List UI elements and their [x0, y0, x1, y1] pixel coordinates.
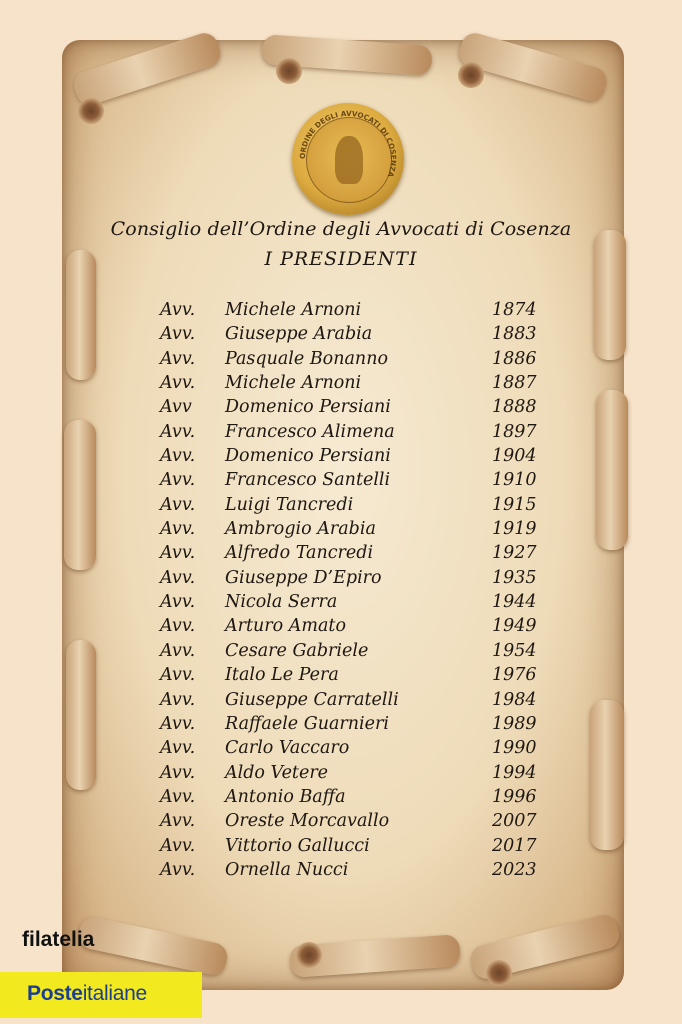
president-year: 1887	[492, 373, 537, 394]
president-prefix: Avv.	[160, 713, 196, 734]
president-prefix: Avv.	[160, 567, 196, 588]
seal-text-ring	[292, 103, 404, 215]
document-title: Consiglio dell’Ordine degli Avvocati di Cosenza	[110, 218, 572, 240]
president-prefix: Avv.	[160, 786, 196, 807]
president-name: Oreste Morcavallo	[225, 811, 390, 832]
president-year: 1976	[492, 665, 537, 686]
president-name: Domenico Persiani	[225, 446, 391, 467]
president-name: Arturo Amato	[225, 616, 347, 637]
document-subtitle: I PRESIDENTI	[264, 248, 418, 270]
president-row	[0, 811, 682, 835]
president-name: Domenico Persiani	[225, 397, 391, 418]
president-prefix: Avv.	[160, 470, 196, 491]
president-row	[0, 568, 682, 592]
president-row	[0, 714, 682, 738]
president-row	[0, 349, 682, 373]
president-prefix: Avv.	[160, 592, 196, 613]
president-row	[0, 787, 682, 811]
president-row	[0, 397, 682, 421]
president-year: 1897	[492, 421, 537, 442]
president-name: Antonio Baffa	[225, 786, 346, 807]
president-prefix: Avv.	[160, 300, 196, 320]
president-row	[0, 470, 682, 494]
scroll-curl-end	[296, 942, 322, 968]
president-year: 1915	[492, 494, 537, 515]
president-name: Carlo Vaccaro	[225, 738, 350, 759]
president-row	[0, 422, 682, 446]
scroll-curl-end	[458, 62, 484, 88]
president-row	[0, 690, 682, 714]
seal-text: ORDINE DEGLI AVVOCATI DI COSENZA	[297, 108, 399, 179]
president-year: 1994	[492, 762, 537, 783]
president-name: Ambrogio Arabia	[225, 519, 376, 540]
president-name: Giuseppe Arabia	[225, 324, 373, 345]
president-year: 1989	[492, 713, 537, 734]
president-name: Francesco Santelli	[225, 470, 391, 491]
president-prefix: Avv.	[160, 738, 196, 759]
president-name: Aldo Vetere	[225, 762, 329, 783]
president-year: 1990	[492, 738, 537, 759]
president-row	[0, 446, 682, 470]
president-row	[0, 763, 682, 787]
president-row	[0, 324, 682, 348]
president-name: Luigi Tancredi	[225, 494, 354, 515]
president-prefix: Avv	[160, 397, 192, 418]
president-row	[0, 836, 682, 860]
president-row	[0, 738, 682, 762]
president-year: 1888	[492, 397, 537, 418]
president-year: 2007	[492, 811, 537, 832]
president-prefix: Avv.	[160, 762, 196, 783]
logo-regular-text: italiane	[82, 982, 147, 1005]
president-prefix: Avv.	[160, 835, 196, 856]
president-row	[0, 495, 682, 519]
president-year: 1904	[492, 446, 537, 467]
president-name: Raffaele Guarnieri	[225, 713, 389, 734]
president-row	[0, 543, 682, 567]
president-year: 1874	[492, 300, 537, 320]
president-name: Francesco Alimena	[225, 421, 395, 442]
president-year: 1996	[492, 786, 537, 807]
president-year: 1883	[492, 324, 537, 345]
president-year: 2017	[492, 835, 537, 856]
filatelia-caption: filatelia	[22, 928, 95, 951]
president-year: 1954	[492, 640, 537, 661]
president-name: Ornella Nucci	[225, 859, 349, 880]
president-name: Michele Arnoni	[225, 373, 362, 394]
president-prefix: Avv.	[160, 494, 196, 515]
president-year: 1949	[492, 616, 537, 637]
president-name: Alfredo Tancredi	[225, 543, 374, 564]
svg-text:ORDINE DEGLI AVVOCATI DI COSEN	[298, 109, 398, 179]
president-year: 1984	[492, 689, 537, 710]
president-row	[0, 373, 682, 397]
president-year: 1944	[492, 592, 537, 613]
scroll-curl-end	[276, 58, 302, 84]
president-row	[0, 860, 682, 884]
president-prefix: Avv.	[160, 616, 196, 637]
president-name: Italo Le Pera	[225, 665, 339, 686]
president-prefix: Avv.	[160, 640, 196, 661]
president-row	[0, 592, 682, 616]
president-name: Michele Arnoni	[225, 300, 362, 320]
president-year: 1886	[492, 348, 537, 369]
president-row	[0, 519, 682, 543]
bar-association-seal	[292, 103, 404, 215]
president-name: Cesare Gabriele	[225, 640, 369, 661]
president-row	[0, 616, 682, 640]
poste-italiane-logo	[0, 972, 202, 1018]
president-name: Nicola Serra	[225, 592, 338, 613]
president-prefix: Avv.	[160, 421, 196, 442]
president-row	[0, 300, 682, 324]
president-prefix: Avv.	[160, 446, 196, 467]
president-prefix: Avv.	[160, 543, 196, 564]
president-prefix: Avv.	[160, 665, 196, 686]
president-name: Giuseppe D’Epiro	[225, 567, 382, 588]
president-row	[0, 665, 682, 689]
president-row	[0, 641, 682, 665]
president-name: Pasquale Bonanno	[225, 348, 389, 369]
president-prefix: Avv.	[160, 689, 196, 710]
president-prefix: Avv.	[160, 348, 196, 369]
president-prefix: Avv.	[160, 324, 196, 345]
president-year: 2023	[492, 859, 537, 880]
president-year: 1910	[492, 470, 537, 491]
presidents-list	[0, 300, 682, 884]
president-prefix: Avv.	[160, 811, 196, 832]
president-prefix: Avv.	[160, 373, 196, 394]
scroll-curl-end	[78, 98, 104, 124]
president-year: 1919	[492, 519, 537, 540]
president-prefix: Avv.	[160, 519, 196, 540]
logo-bold-text: Poste	[27, 982, 83, 1005]
scroll-curl-end	[486, 960, 512, 986]
poste-italiane-wordmark	[27, 982, 147, 1006]
president-name: Giuseppe Carratelli	[225, 689, 399, 710]
president-year: 1935	[492, 567, 537, 588]
president-prefix: Avv.	[160, 859, 196, 880]
president-name: Vittorio Gallucci	[225, 835, 370, 856]
president-year: 1927	[492, 543, 537, 564]
